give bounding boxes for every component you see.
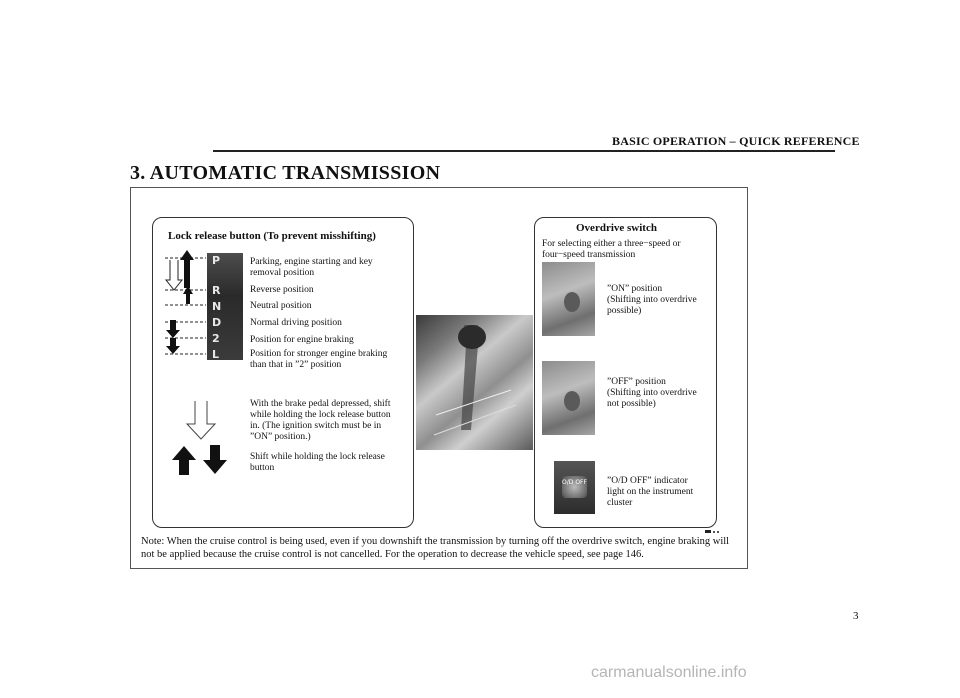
page-title: 3. AUTOMATIC TRANSMISSION — [130, 162, 441, 184]
section-header: BASIC OPERATION – QUICK REFERENCE — [612, 134, 860, 148]
overdrive-subtitle: For selecting either a three−speed or four−speed transmission — [542, 239, 681, 260]
solid-arrows-icon — [170, 444, 232, 476]
overdrive-button-icon — [542, 361, 595, 435]
watermark: carmanualsonline.info — [591, 664, 747, 681]
header-rule — [213, 150, 835, 152]
overdrive-title: Overdrive switch — [576, 222, 657, 234]
od-off-indicator-photo — [554, 461, 595, 514]
position-label-2: Position for engine braking — [250, 335, 354, 345]
lock-release-title: Lock release button (To prevent misshifting) — [168, 230, 376, 242]
gear-letter-p: P — [212, 254, 222, 267]
position-label-d: Normal driving position — [250, 318, 342, 328]
position-label-p: Parking, engine starting and key removal position — [250, 257, 373, 278]
overdrive-on-label: ”ON” position (Shifting into overdrive possible) — [607, 284, 697, 316]
gear-letter-l: L — [212, 348, 221, 361]
shift-lever-icon — [416, 315, 533, 450]
gear-letter-n: N — [212, 300, 223, 313]
position-label-n: Neutral position — [250, 301, 312, 311]
page-number: 3 — [853, 610, 859, 622]
position-label-r: Reverse position — [250, 285, 314, 295]
shift-instruction: Shift while holding the lock release button — [250, 452, 385, 473]
od-off-indicator-label: ”O/D OFF” indicator light on the instrument cluster — [607, 476, 694, 508]
shift-lever-photo — [416, 315, 533, 450]
overdrive-on-photo — [542, 262, 595, 336]
overdrive-off-photo — [542, 361, 595, 435]
gear-letter-r: R — [212, 284, 222, 297]
overdrive-button-icon — [542, 262, 595, 336]
note-text: Note: When the cruise control is being used, even if you downshift the transmission by turning off the overdrive switch, engine braking will not be applied because the cruise control is not cancelled. For the operation to decrease the vehicle speed, see page 146. — [141, 536, 730, 560]
gear-letter-d: D — [212, 316, 223, 329]
od-off-light: O/D OFF — [562, 476, 587, 498]
overdrive-off-label: ”OFF” position (Shifting into overdrive not possible) — [607, 377, 697, 409]
brake-instruction: With the brake pedal depressed, shift while holding the lock release button in. (The ignition switch must be in ”ON” position.) — [250, 399, 391, 442]
gear-letter-2: 2 — [212, 332, 221, 345]
hollow-arrow-icon — [185, 400, 217, 440]
position-label-l: Position for stronger engine braking than that in ”2” position — [250, 349, 388, 370]
gear-position-plate — [207, 253, 243, 360]
